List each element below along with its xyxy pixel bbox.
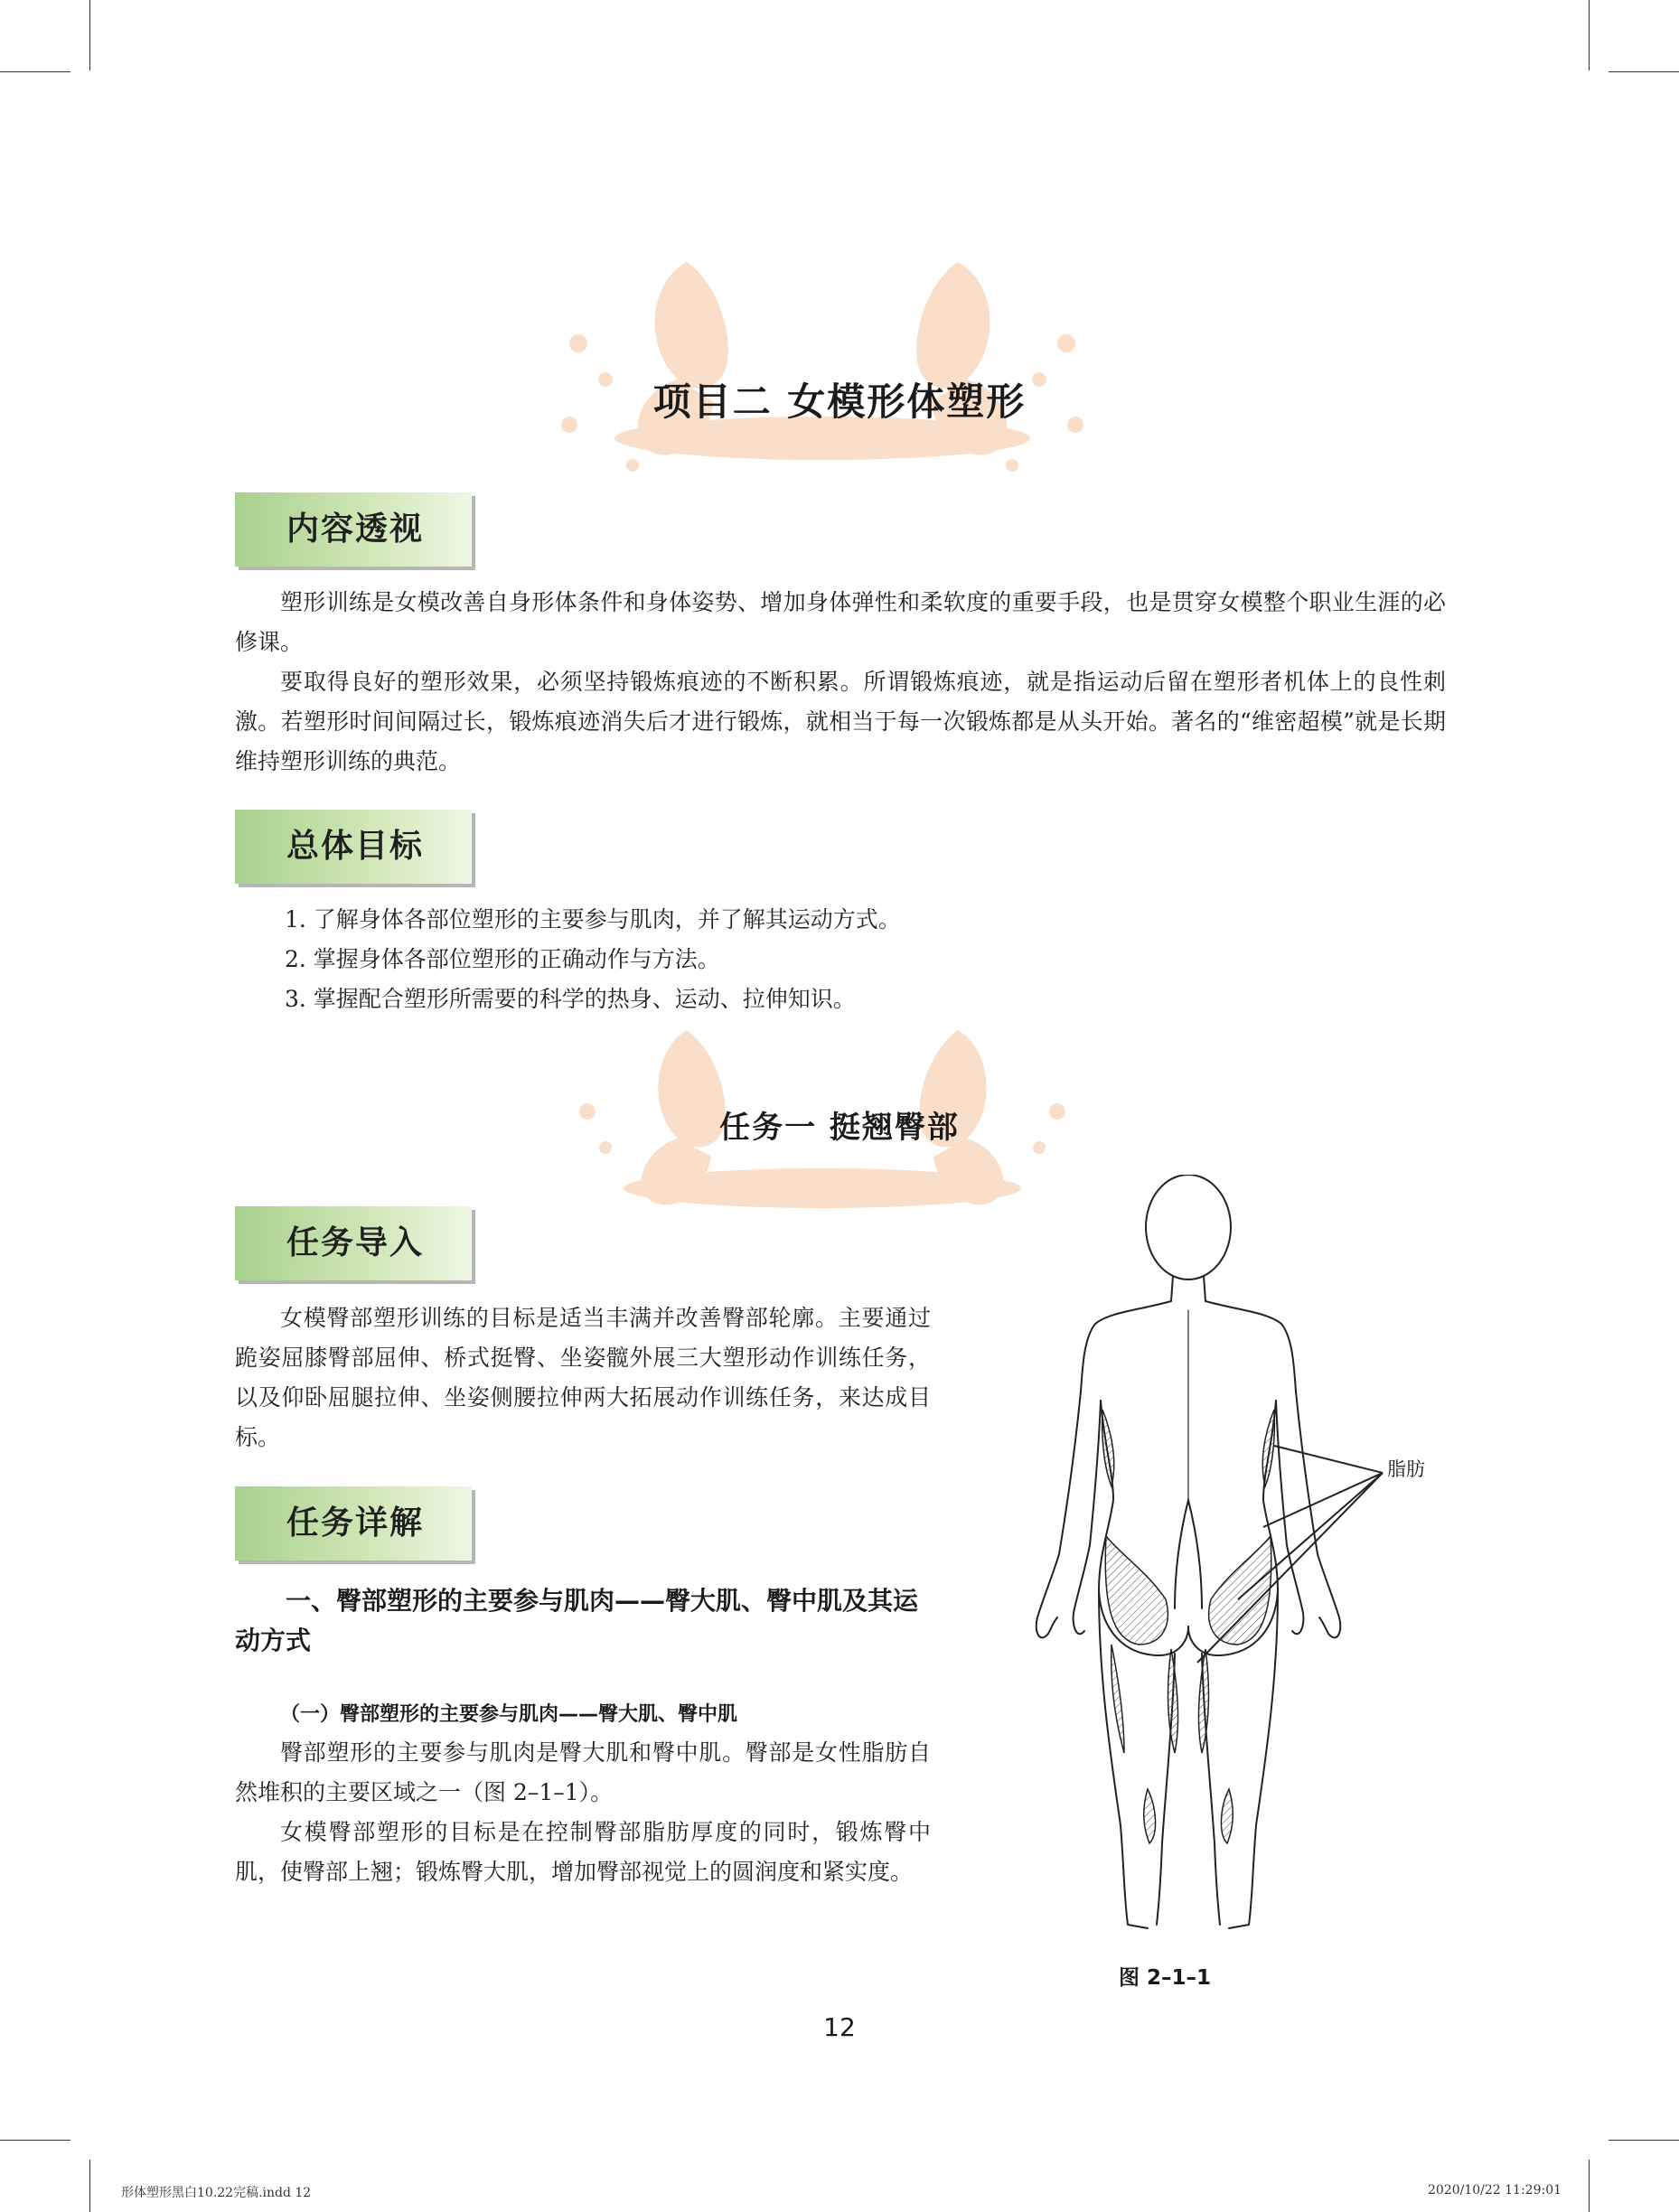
crop-mark <box>0 71 70 72</box>
detail-heading-1: 一、臀部塑形的主要参与肌肉——臀大肌、臀中肌及其运动方式 <box>235 1586 919 1655</box>
page-number: 12 <box>823 2012 856 2042</box>
slug-right: 2020/10/22 11:29:01 <box>1428 2183 1562 2198</box>
detail-paragraph-2: 女模臀部塑形的目标是在控制臀部脂肪厚度的同时，锻炼臀中肌，使臀部上翘；锻炼臀大肌，增加臀部视觉上的圆润度和紧实度。 <box>235 1819 931 1885</box>
task-intro-paragraph: 女模臀部塑形训练的目标是适当丰满并改善臀部轮廓。主要通过跪姿屈膝臀部屈伸、桥式挺臀、坐姿髋外展三大塑形动作训练任务，以及仰卧屈腿拉伸、坐姿侧腰拉伸两大拓展动作训练任务，来达成目标。 <box>235 1305 931 1450</box>
butterfly-ornament-icon <box>542 244 1102 488</box>
figure-label-fat: 脂肪 <box>1387 1458 1425 1480</box>
crop-mark <box>1589 2160 1590 2212</box>
goal-item-1: 1. 了解身体各部位塑形的主要参与肌肉，并了解其运动方式。 <box>285 906 901 933</box>
detail-heading-2: （一）臀部塑形的主要参与肌肉——臀大肌、臀中肌 <box>280 1703 738 1726</box>
section-label-task-detail: 任务详解 <box>235 1486 472 1561</box>
body-back-view-figure <box>1012 1175 1482 1952</box>
crop-mark <box>1589 0 1590 70</box>
project-title: 项目二 女模形体塑形 <box>652 380 1027 424</box>
overview-paragraph-2: 要取得良好的塑形效果，必须坚持锻炼痕迹的不断积累。所谓锻炼痕迹，就是指运动后留在塑形者机体上的良性刺激。若塑形时间间隔过长，锻炼痕迹消失后才进行锻炼，就相当于每一次锻炼都是从头开始。著名的“维密超模”就是长期维持塑形训练的典范。 <box>235 669 1446 774</box>
figure-caption: 图 2–1–1 <box>1119 1966 1212 1990</box>
section-label-task-intro: 任务导入 <box>235 1206 472 1280</box>
goal-item-2: 2. 掌握身体各部位塑形的正确动作与方法。 <box>285 946 720 972</box>
crop-mark <box>89 2160 90 2212</box>
section-label-overall-goals: 总体目标 <box>235 810 472 884</box>
crop-mark <box>1609 71 1679 72</box>
slug-left: 形体塑形黑白10.22完稿.indd 12 <box>121 2186 312 2200</box>
crop-mark <box>89 0 90 70</box>
crop-mark <box>1609 2140 1679 2141</box>
section-label-content-overview: 内容透视 <box>235 492 472 567</box>
overview-paragraph-1: 塑形训练是女模改善自身形体条件和身体姿势、增加身体弹性和柔软度的重要手段，也是贯穿女模整个职业生涯的必修课。 <box>235 589 1446 655</box>
task-title: 任务一 挺翘臀部 <box>719 1110 960 1146</box>
crop-mark <box>0 2140 70 2141</box>
goal-item-3: 3. 掌握配合塑形所需要的科学的热身、运动、拉伸知识。 <box>285 986 856 1012</box>
detail-paragraph-1: 臀部塑形的主要参与肌肉是臀大肌和臀中肌。臀部是女性脂肪自然堆积的主要区域之一（图 2–1–1）。 <box>235 1739 931 1805</box>
